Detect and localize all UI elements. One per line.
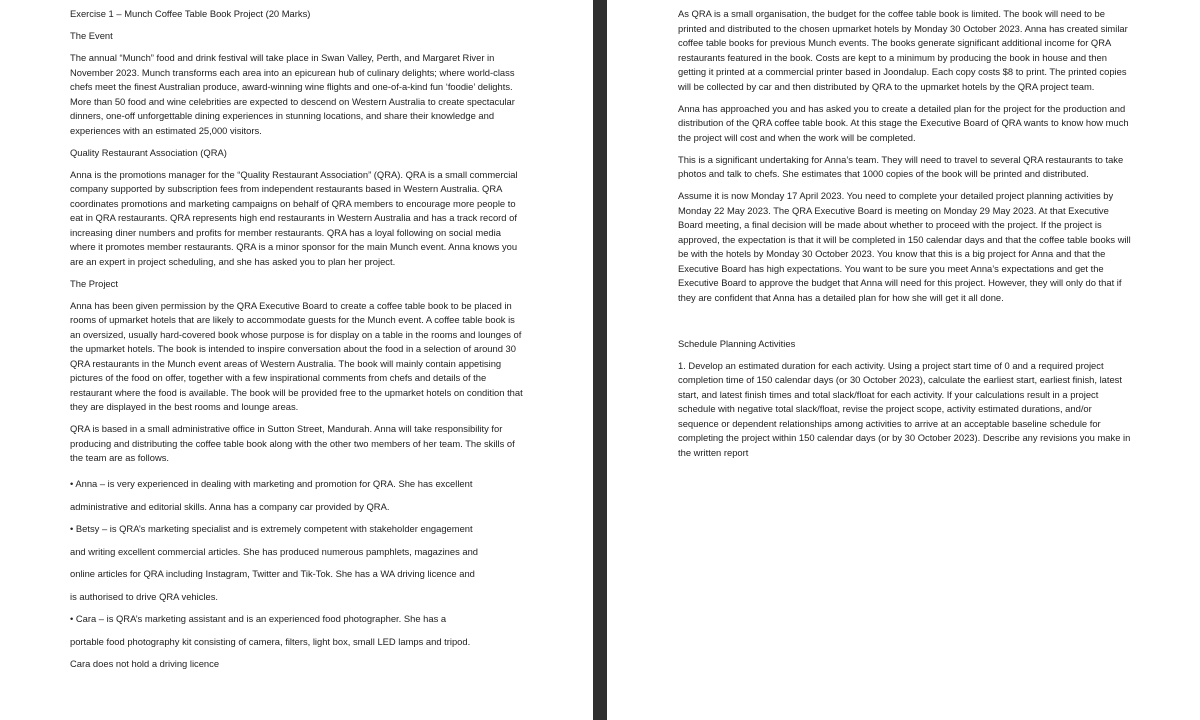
assume-paragraph: Assume it is now Monday 17 April 2023. You need to complete your detailed project planning activities by Monday 22 May 2023. The QRA Executive Board is meeting on Monday 29 May 2023. At that Executive Board meeting, a final decision will be made about whether to proceed with the project. If the project is approved, the expectation is that it will be completed in 150 calendar days and that the coffee table books will be with the hotels by Monday 30 October 2023. You know that this is a big project for Anna and that the Executive Board has high expectations. You want to be sure you meet Anna’s expectations and get the Executive Board to approve the budget that Anna will need for this project. However, they will only do that if they are confident that Anna has a detailed plan for how she will get it all done. — [678, 190, 1131, 303]
team-line: • Cara – is QRA’s marketing assistant and is an experienced food photographer. She has a — [70, 613, 447, 624]
schedule-paragraph[interactable]: 1. Develop an estimated duration for each activity. Using a project start time of 0 and a required project completion time of 150 calendar days (or 30 October 2023), calculate the earliest start, earliest finish, latest start, and latest finish times and total slack/float for each activity. If your calculations result in a project schedule with negative total slack/float, revise the project scope, activity estimated durations, and/or sequence or dependent relationships among activities to arrive at an acceptable baseline schedule for completing the project within 150 calendar days (or by 30 October 2023). Describe any revisions you make in the written report — [678, 359, 1131, 458]
office-paragraph: QRA is based in a small administrative office in Sutton Street, Mandurah. Anna will take responsibility for producing and distributing the coffee table book along with the other two members of her team. The skills of the team are as follows. — [70, 423, 515, 463]
team-line: online articles for QRA including Instagram, Twitter and Tik-Tok. She has a WA driving licence and — [70, 568, 475, 579]
team-skills-list — [70, 473, 526, 676]
exercise-title: Exercise 1 – Munch Coffee Table Book Project (20 Marks) — [70, 8, 311, 19]
team-line: and writing excellent commercial articles. She has produced numerous pamphlets, magazines and — [70, 545, 479, 557]
team-line: Cara does not hold a driving licence — [70, 658, 220, 669]
page-divider — [593, 0, 607, 720]
schedule-heading: Schedule Planning Activities — [678, 337, 796, 349]
team-line: portable food photography kit consisting of camera, filters, light box, small LED lamps and tripod. — [70, 635, 471, 647]
project-paragraph: Anna has been given permission by the QRA Executive Board to create a coffee table book to be placed in rooms of upmarket hotels that are likely to accommodate guests for the Munch event. A coffee table book is an oversized, usually hard-covered book whose purpose is for display on a table in the rooms and lounges of the upmarket hotels. The book is intended to inspire conversation about the food in a selection of around 30 QRA restaurants in the Munch event areas of Western Australia. The book will mainly contain appetising pictures of the food on offer, together with a few inspirational comments from chefs and details of the restaurant where the food is available. The book will be provided free to the upmarket hotels on condition that they are displayed in the best rooms and lounge areas. — [70, 299, 523, 412]
team-line: is authorised to drive QRA vehicles. — [70, 590, 218, 602]
page-left-content — [70, 7, 526, 676]
event-paragraph: The annual “Munch” food and drink festival will take place in Swan Valley, Perth, and Margaret River in November 2023. Munch transforms each area into an epicurean hub of culinary delights; where world-class chefs meet the finest Australian produce, award-winning wine flights and one-of-a-kind fun ‘foodie’ delights. More than 50 food and wine celebrities are expected to descend on Western Australia to create spectacular dinners, one-off unforgettable dining experiences in stunning locations, and share their knowledge and experiences with an estimated 25,000 visitors. — [70, 52, 515, 136]
approach-paragraph: Anna has approached you and has asked you to create a detailed plan for the project for the production and distribution of the QRA coffee table book. At this stage the Executive Board of QRA wants to know how much the project will cost and when the work will be completed. — [678, 102, 1129, 143]
paragraph-gap — [678, 313, 1134, 337]
document-page-right[interactable] — [607, 0, 1200, 720]
budget-paragraph: As QRA is a small organisation, the budget for the coffee table book is limited. The book will need to be printed and distributed to the chosen upmarket hotels by Monday 30 October 2023. Anna has created similar coffee table books for previous Munch events. The books generate significant additional income for QRA restaurants featured in the book. Costs are kept to a minimum by producing the book in house and then getting it printed at a commercial printer based in Joondalup. Each copy costs $8 to print. The printed copies will be collected by car and then distributed by QRA to the upmarket hotels by the QRA project team. — [678, 8, 1128, 92]
qra-paragraph: Anna is the promotions manager for the “Quality Restaurant Association” (QRA). QRA is a small commercial company supported by subscription fees from independent restaurants based in Western Australia. QRA coordinates promotions and marketing campaigns on behalf of QRA members to encourage more people to eat in QRA restaurants. QRA represents high end restaurants in Western Australia and has a track record of increasing diner numbers and profits for member restaurants. QRA has a loyal following on social media where it promotes member restaurants. QRA is a minor sponsor for the main Munch event. Anna knows you are an expert in project scheduling, and she has asked you to plan her project. — [70, 168, 518, 267]
team-line: • Anna – is very experienced in dealing with marketing and promotion for QRA. She has excellent — [70, 478, 473, 489]
project-heading: The Project — [70, 277, 118, 289]
team-line: administrative and editorial skills. Anna has a company car provided by QRA. — [70, 500, 390, 512]
event-heading: The Event — [70, 30, 113, 41]
page-right-content — [678, 7, 1134, 468]
qra-heading: Quality Restaurant Association (QRA) — [70, 146, 227, 158]
team-line: • Betsy – is QRA’s marketing specialist and is extremely competent with stakeholder engagement — [70, 523, 473, 534]
undertaking-paragraph: This is a significant undertaking for Anna’s team. They will need to travel to several QRA restaurants to take photos and talk to chefs. She estimates that 1000 copies of the book will be printed and distributed. — [678, 153, 1124, 179]
document-page-left[interactable] — [0, 0, 593, 720]
